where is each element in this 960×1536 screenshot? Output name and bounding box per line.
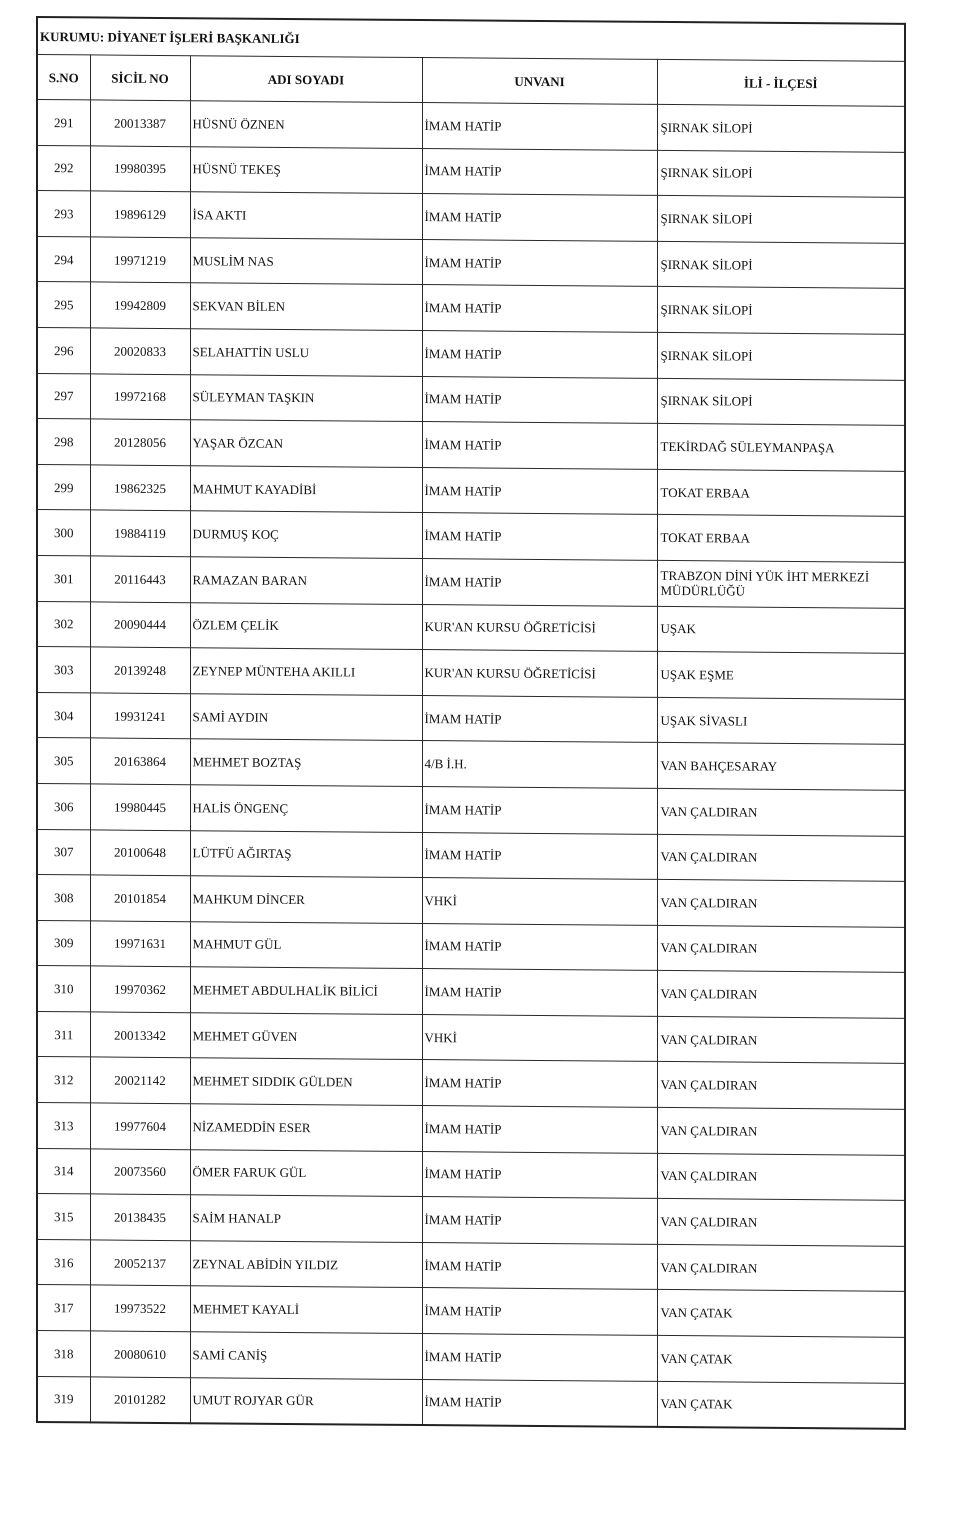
cell-sicil-no: 20021142 [90,1057,190,1103]
table-row [37,510,905,562]
institution-title: KURUMU: DİYANET İŞLERİ BAŞKANLIĞI [37,17,905,61]
header-sno: S.NO [37,55,90,100]
table-row [37,191,905,243]
cell-sno: 305 [37,738,90,784]
cell-sicil-no: 19972168 [90,373,190,419]
cell-name: SÜLEYMAN TAŞKIN [190,374,422,421]
cell-sicil-no: 20100648 [90,829,190,875]
cell-location: ŞIRNAK SİLOPİ [657,378,905,426]
cell-title: İMAM HATİP [422,148,657,195]
cell-sno: 310 [37,966,90,1012]
cell-location: VAN ÇALDIRAN [657,1244,905,1292]
cell-title: KUR'AN KURSU ÖĞRETİCİSİ [422,604,657,651]
table-row [37,601,905,653]
cell-sicil-no: 20128056 [90,419,190,465]
cell-sicil-no: 20163864 [90,738,190,784]
cell-sno: 298 [37,419,90,465]
cell-location: ŞIRNAK SİLOPİ [657,150,905,198]
cell-location: VAN ÇALDIRAN [657,834,905,882]
cell-sicil-no: 20116443 [90,556,190,602]
cell-title: İMAM HATİP [422,786,657,833]
cell-location: TOKAT ERBAA [657,469,905,517]
table-row [37,875,905,927]
cell-sno: 302 [37,601,90,647]
header-location: İLİ - İLÇESİ [657,59,905,106]
cell-location: TOKAT ERBAA [657,515,905,563]
cell-title: İMAM HATİP [422,331,657,378]
table-row [37,373,905,425]
cell-location: VAN ÇALDIRAN [657,788,905,836]
cell-sno: 308 [37,875,90,921]
table-row [37,145,905,197]
cell-location: TRABZON DİNİ YÜK İHT MERKEZİ MÜDÜRLÜĞÜ [657,560,905,608]
cell-sicil-no: 19971219 [90,237,190,283]
header-sicil-no: SİCİL NO [90,55,190,101]
cell-sno: 306 [37,783,90,829]
cell-name: MAHMUT KAYADİBİ [190,465,422,512]
header-name: ADI SOYADI [190,56,422,103]
table-row [37,555,905,607]
cell-name: DURMUŞ KOÇ [190,511,422,558]
cell-name: MAHMUT GÜL [190,921,422,968]
cell-title: İMAM HATİP [422,832,657,879]
cell-location: VAN ÇALDIRAN [657,971,905,1019]
cell-location: ŞIRNAK SİLOPİ [657,241,905,289]
table-row [37,1331,905,1383]
cell-title: İMAM HATİP [422,1197,657,1244]
table-row [37,1148,905,1200]
cell-title: İMAM HATİP [422,103,657,150]
cell-name: UMUT ROJYAR GÜR [190,1377,422,1425]
cell-title: İMAM HATİP [422,285,657,332]
cell-title: İMAM HATİP [422,1379,657,1427]
cell-location: UŞAK EŞME [657,652,905,700]
cell-title: İMAM HATİP [422,194,657,241]
cell-title: İMAM HATİP [422,1242,657,1289]
cell-sno: 318 [37,1331,90,1377]
cell-sicil-no: 20138435 [90,1194,190,1240]
cell-location: VAN ÇALDIRAN [657,1199,905,1247]
cell-location: VAN ÇALDIRAN [657,1062,905,1110]
cell-name: MAHKUM DİNCER [190,876,422,923]
table-row [37,282,905,334]
cell-name: SELAHATTİN USLU [190,329,422,376]
cell-sicil-no: 20073560 [90,1149,190,1195]
cell-sicil-no: 19931241 [90,693,190,739]
cell-sno: 299 [37,464,90,510]
cell-title: İMAM HATİP [422,422,657,469]
cell-name: ZEYNAL ABİDİN YILDIZ [190,1241,422,1288]
cell-sno: 304 [37,692,90,738]
cell-location: VAN BAHÇESARAY [657,743,905,791]
cell-name: SAMİ CANİŞ [190,1332,422,1379]
table-row [37,920,905,972]
cell-name: HALİS ÖNGENÇ [190,785,422,832]
cell-sno: 307 [37,829,90,875]
cell-sicil-no: 19980395 [90,146,190,192]
table-row [37,829,905,881]
cell-sicil-no: 19884119 [90,510,190,556]
table-row [37,692,905,744]
cell-name: MEHMET SIDDIK GÜLDEN [190,1058,422,1105]
table-row [37,236,905,288]
cell-sno: 294 [37,236,90,282]
cell-location: VAN ÇALDIRAN [657,1107,905,1155]
cell-sicil-no: 20020833 [90,328,190,374]
table-row [37,100,905,152]
cell-sno: 314 [37,1148,90,1194]
cell-name: ÖMER FARUK GÜL [190,1149,422,1196]
cell-sno: 316 [37,1239,90,1285]
cell-location: VAN ÇATAK [657,1381,905,1429]
cell-name: HÜSNÜ TEKEŞ [190,146,422,193]
table-body [37,100,905,1430]
table-row [37,419,905,471]
cell-name: LÜTFÜ AĞIRTAŞ [190,830,422,877]
cell-location: VAN ÇALDIRAN [657,925,905,973]
cell-sicil-no: 20139248 [90,647,190,693]
table-row [37,647,905,699]
cell-sno: 292 [37,145,90,191]
cell-name: MEHMET KAYALİ [190,1286,422,1333]
cell-name: RAMAZAN BARAN [190,557,422,604]
personnel-table [36,16,906,1430]
cell-title: İMAM HATİP [422,1151,657,1198]
cell-name: İSA AKTI [190,192,422,239]
cell-sicil-no: 19973522 [90,1285,190,1331]
cell-name: MEHMET BOZTAŞ [190,739,422,786]
cell-location: VAN ÇATAK [657,1335,905,1383]
cell-title: İMAM HATİP [422,1334,657,1381]
cell-sno: 295 [37,282,90,328]
table-row [37,1011,905,1063]
table-row [37,1103,905,1155]
cell-sno: 296 [37,327,90,373]
document-sheet [36,16,904,1430]
cell-location: VAN ÇALDIRAN [657,1016,905,1064]
table-row [37,966,905,1018]
cell-sno: 317 [37,1285,90,1331]
cell-sno: 301 [37,555,90,601]
cell-sicil-no: 19896129 [90,191,190,237]
cell-title: İMAM HATİP [422,558,657,605]
header-row [37,55,905,107]
cell-sno: 291 [37,100,90,146]
cell-title: İMAM HATİP [422,239,657,286]
cell-name: MUSLİM NAS [190,237,422,284]
cell-sicil-no: 20080610 [90,1331,190,1377]
cell-sno: 297 [37,373,90,419]
cell-sicil-no: 19862325 [90,465,190,511]
cell-sicil-no: 19970362 [90,966,190,1012]
cell-title: KUR'AN KURSU ÖĞRETİCİSİ [422,650,657,697]
cell-sno: 293 [37,191,90,237]
cell-name: NİZAMEDDİN ESER [190,1104,422,1151]
cell-title: İMAM HATİP [422,1288,657,1335]
table-row [37,1239,905,1291]
cell-location: VAN ÇALDIRAN [657,1153,905,1201]
cell-sicil-no: 19942809 [90,282,190,328]
cell-name: ÖZLEM ÇELİK [190,602,422,649]
cell-name: YAŞAR ÖZCAN [190,420,422,467]
cell-sicil-no: 20013387 [90,100,190,146]
cell-location: ŞIRNAK SİLOPİ [657,196,905,244]
cell-sno: 300 [37,510,90,556]
table-row [37,464,905,516]
cell-name: SEKVAN BİLEN [190,283,422,330]
cell-title: İMAM HATİP [422,1060,657,1107]
table-row [37,1194,905,1246]
cell-sicil-no: 19971631 [90,921,190,967]
cell-sicil-no: 19977604 [90,1103,190,1149]
cell-location: UŞAK [657,606,905,654]
cell-sno: 311 [37,1011,90,1057]
cell-sicil-no: 20101282 [90,1377,190,1424]
cell-location: VAN ÇALDIRAN [657,879,905,927]
cell-location: TEKİRDAĞ SÜLEYMANPAŞA [657,424,905,472]
cell-name: SAİM HANALP [190,1195,422,1242]
cell-sno: 309 [37,920,90,966]
cell-location: UŞAK SİVASLI [657,697,905,745]
cell-title: İMAM HATİP [422,923,657,970]
cell-title: VHKİ [422,1014,657,1061]
cell-sno: 312 [37,1057,90,1103]
cell-location: ŞIRNAK SİLOPİ [657,104,905,152]
cell-sno: 313 [37,1103,90,1149]
cell-title: 4/B İ.H. [422,741,657,788]
cell-sno: 319 [37,1376,90,1423]
table-row [37,1285,905,1337]
cell-name: SAMİ AYDIN [190,693,422,740]
header-title: UNVANI [422,58,657,105]
cell-title: İMAM HATİP [422,695,657,742]
cell-sno: 303 [37,647,90,693]
cell-title: İMAM HATİP [422,969,657,1016]
table-row [37,1376,905,1429]
cell-title: İMAM HATİP [422,1106,657,1153]
table-row [37,327,905,379]
cell-sicil-no: 20101854 [90,875,190,921]
cell-sno: 315 [37,1194,90,1240]
table-row [37,738,905,790]
table-row [37,1057,905,1109]
cell-sicil-no: 20052137 [90,1240,190,1286]
cell-title: İMAM HATİP [422,376,657,423]
table-row [37,783,905,835]
cell-name: MEHMET ABDULHALİK BİLİCİ [190,967,422,1014]
cell-name: MEHMET GÜVEN [190,1013,422,1060]
cell-sicil-no: 20090444 [90,601,190,647]
cell-location: ŞIRNAK SİLOPİ [657,332,905,380]
cell-name: ZEYNEP MÜNTEHA AKILLI [190,648,422,695]
cell-title: İMAM HATİP [422,513,657,560]
cell-sicil-no: 19980445 [90,784,190,830]
cell-name: HÜSNÜ ÖZNEN [190,101,422,148]
cell-sicil-no: 20013342 [90,1012,190,1058]
cell-location: VAN ÇATAK [657,1290,905,1338]
cell-title: VHKİ [422,878,657,925]
cell-title: İMAM HATİP [422,467,657,514]
cell-location: ŞIRNAK SİLOPİ [657,287,905,335]
